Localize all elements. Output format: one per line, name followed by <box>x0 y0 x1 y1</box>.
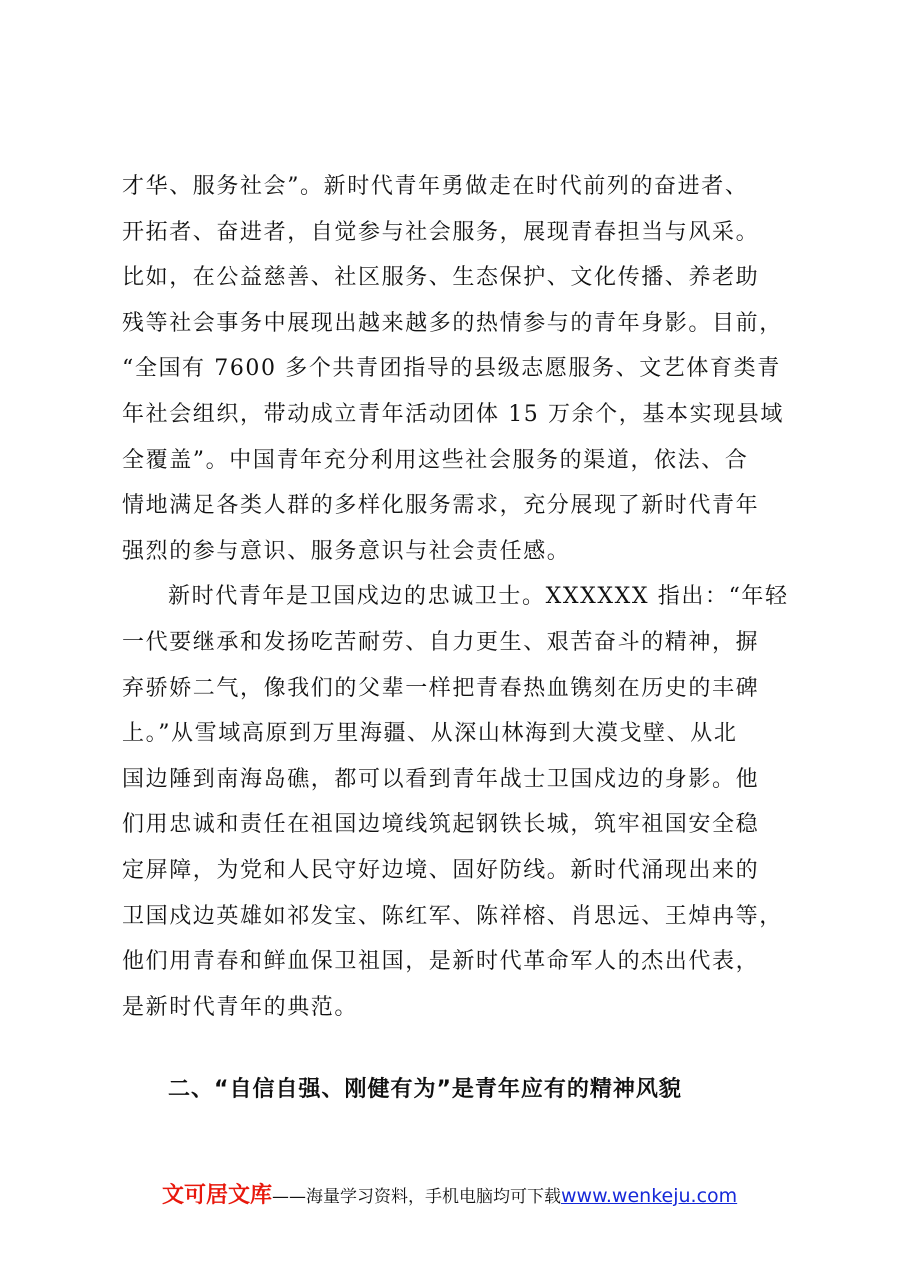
text-line: 全覆盖”。中国青年充分利用这些社会服务的渠道，依法、合 <box>122 447 749 473</box>
footer-brand: 文可居文库 <box>162 1183 273 1208</box>
text-line: 定屏障，为党和人民守好边境、固好防线。新时代涌现出来的 <box>122 857 760 883</box>
text-line: 开拓者、奋进者，自觉参与社会服务，展现青春担当与风采。 <box>122 219 760 245</box>
text-line: 卫国戍边英雄如祁发宝、陈红军、陈祥榕、肖思远、王焯冉等， <box>122 903 783 929</box>
section-heading: 二、“自信自强、刚健有为”是青年应有的精神风貌 <box>168 1077 682 1102</box>
text-line: 上。”从雪域高原到万里海疆、从深山林海到大漠戈壁、从北 <box>122 721 738 747</box>
paragraph-service <box>122 164 802 574</box>
text-line: 才华、服务社会”。新时代青年勇做走在时代前列的奋进者、 <box>122 174 749 199</box>
text-line: 年社会组织，带动成立青年活动团体 15 万余个，基本实现县域 <box>122 401 784 427</box>
text-line: “全国有 7600 多个共青团指导的县级志愿服务、文艺体育类青 <box>122 356 781 382</box>
text-line: 强烈的参与意识、服务意识与社会责任感。 <box>122 538 571 564</box>
footer-tagline: ——海量学习资料，手机电脑均可下载 <box>272 1187 562 1207</box>
text-line: 残等社会事务中展现出越来越多的热情参与的青年身影。目前， <box>122 310 783 336</box>
text-line: 他们用青春和鲜血保卫祖国，是新时代革命军人的杰出代表， <box>122 949 760 975</box>
text-line: 是新时代青年的典范。 <box>122 994 359 1020</box>
text-line: 比如，在公益慈善、社区服务、生态保护、文化传播、养老助 <box>122 265 760 291</box>
text-line: 们用忠诚和责任在祖国边境线筑起钢铁长城，筑牢祖国安全稳 <box>122 812 760 838</box>
text-line: 国边陲到南海岛礁，都可以看到青年战士卫国戍边的身影。他 <box>122 766 760 792</box>
footer-banner <box>162 1178 737 1214</box>
paragraph-border-defense <box>122 574 802 1030</box>
footer-site-link[interactable]: www.wenkeju.com <box>561 1185 738 1207</box>
text-line: 一代要继承和发扬吃苦耐劳、自力更生、艰苦奋斗的精神，摒 <box>122 629 760 655</box>
text-line: 新时代青年是卫国戍边的忠诚卫士。XXXXXX 指出：“年轻 <box>168 584 789 610</box>
document-body <box>122 164 802 1030</box>
text-line: 情地满足各类人群的多样化服务需求，充分展现了新时代青年 <box>122 493 760 519</box>
text-line: 弃骄娇二气，像我们的父辈一样把青春热血镌刻在历史的丰碑 <box>122 675 760 701</box>
